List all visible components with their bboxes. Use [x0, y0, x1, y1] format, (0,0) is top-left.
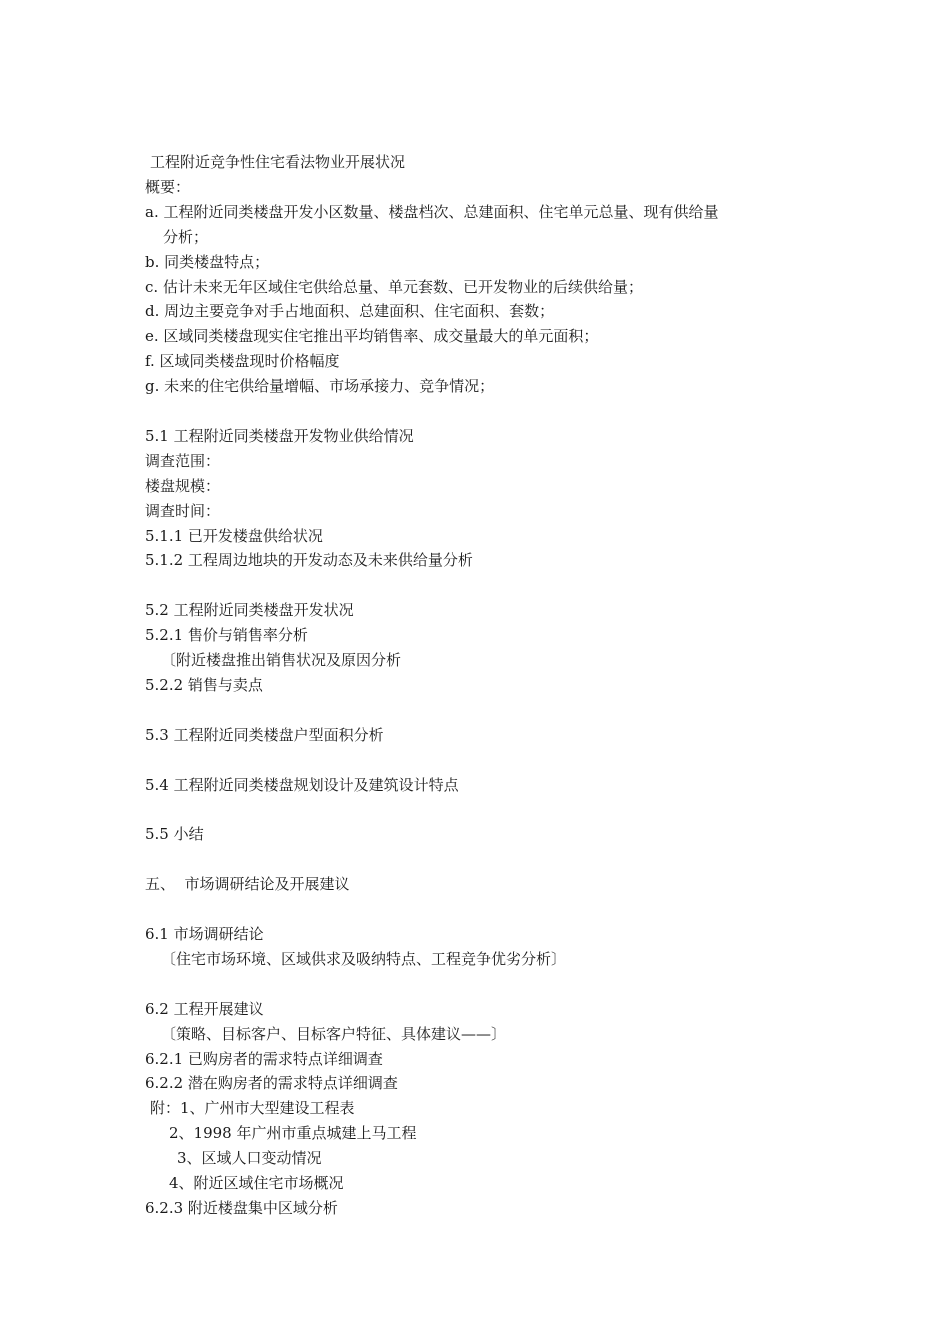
- heading-5-1-2: 5.1.2 工程周边地块的开发动态及未来供给量分析: [145, 551, 473, 570]
- summary-item-a-continued: 分析；: [163, 227, 209, 246]
- heading-6-2-2: 6.2.2 潜在购房者的需求特点详细调查: [145, 1074, 398, 1093]
- spacer: [145, 748, 825, 773]
- spacer: [145, 399, 825, 424]
- heading-5-1: 5.1 工程附近同类楼盘开发物业供给情况: [145, 426, 414, 445]
- spacer: [145, 897, 825, 922]
- heading-6-1: 6.1 市场调研结论: [145, 924, 264, 943]
- spacer: [145, 798, 825, 823]
- project-scale-label: 楼盘规模：: [145, 476, 221, 495]
- note-5-2-1: 〔附近楼盘推出销售状况及原因分析: [161, 651, 402, 670]
- heading-5-5: 5.5 小结: [145, 825, 204, 844]
- heading-5-1-1: 5.1.1 已开发楼盘供给状况: [145, 526, 323, 545]
- spacer: [145, 698, 825, 723]
- summary-item-e: e. 区域同类楼盘现实住宅推出平均销售率、成交量最大的单元面积；: [145, 327, 599, 346]
- heading-5-2-2: 5.2.2 销售与卖点: [145, 676, 263, 694]
- summary-item-b: b. 同类楼盘特点；: [145, 252, 270, 271]
- summary-label: 概要：: [145, 177, 191, 196]
- survey-scope-label: 调查范围：: [145, 451, 221, 470]
- chapter-heading: 五、 市场调研结论及开展建议: [145, 875, 350, 894]
- appendix-item-3: 3、区域人口变动情况: [177, 1149, 322, 1168]
- heading-6-2-3: 6.2.3 附近楼盘集中区域分析: [145, 1198, 338, 1217]
- summary-item-g: g. 未来的住宅供给量增幅、市场承接力、竞争情况；: [145, 377, 495, 396]
- heading-5-3: 5.3 工程附近同类楼盘户型面积分析: [145, 725, 384, 744]
- heading-6-2: 6.2 工程开展建议: [145, 999, 264, 1018]
- summary-item-f: f. 区域同类楼盘现时价格幅度: [145, 352, 340, 371]
- heading-5-2-1: 5.2.1 售价与销售率分析: [145, 626, 308, 645]
- heading-6-2-1: 6.2.1 已购房者的需求特点详细调查: [145, 1049, 383, 1068]
- summary-item-d: d. 周边主要竞争对手占地面积、总建面积、住宅面积、套数；: [145, 302, 555, 321]
- summary-item-a: a. 工程附近同类楼盘开发小区数量、楼盘档次、总建面积、住宅单元总量、现有供给量: [145, 202, 719, 221]
- survey-time-label: 调查时间：: [145, 501, 221, 520]
- appendix-item-2: 2、1998 年广州市重点城建上马工程: [169, 1124, 417, 1143]
- note-6-1: 〔住宅市场环境、区域供求及吸纳特点、工程竞争优劣分析〕: [161, 949, 567, 968]
- heading-5-4: 5.4 工程附近同类楼盘规划设计及建筑设计特点: [145, 775, 459, 794]
- heading-5-2: 5.2 工程附近同类楼盘开发状况: [145, 601, 354, 620]
- note-6-2: 〔策略、目标客户、目标客户特征、具体建议——〕: [161, 1024, 507, 1043]
- spacer: [145, 847, 825, 872]
- spacer: [145, 972, 825, 997]
- appendix-item-4: 4、附近区域住宅市场概况: [169, 1174, 344, 1193]
- summary-item-c: c. 估计未来无年区域住宅供给总量、单元套数、已开发物业的后续供给量；: [145, 277, 643, 296]
- section-title: 工程附近竞争性住宅看法物业开展状况: [150, 153, 406, 171]
- document-body: [145, 150, 825, 1221]
- spacer: [145, 573, 825, 598]
- appendix-item-1: 附：1、广州市大型建设工程表: [150, 1099, 355, 1118]
